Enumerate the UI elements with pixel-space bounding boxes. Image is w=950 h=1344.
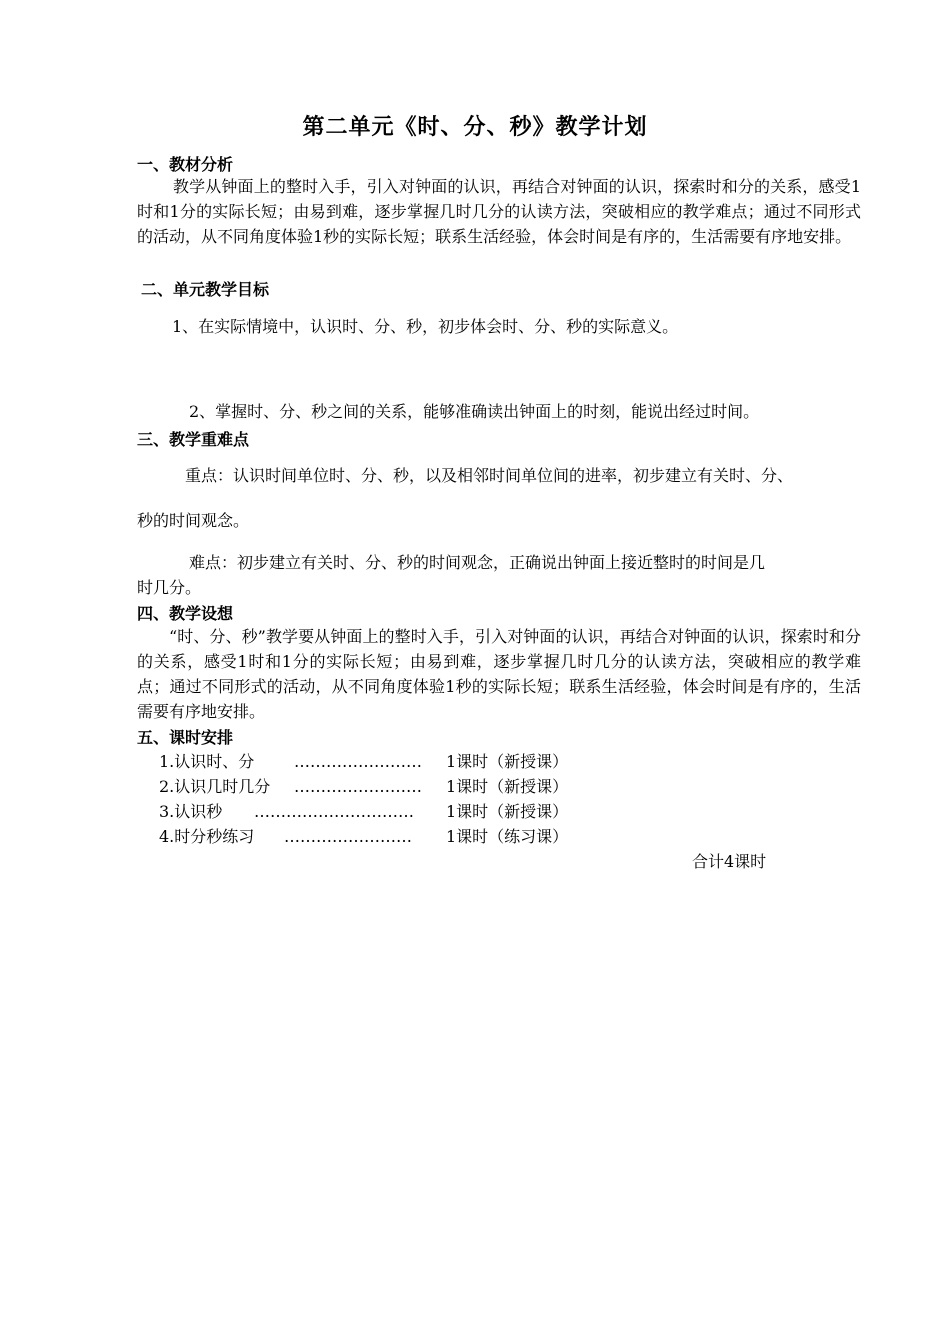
key-point-line-2: 秒的时间观念。 — [137, 511, 250, 530]
schedule-row — [159, 749, 568, 772]
section-heading-key-difficult-points: 三、教学重难点 — [137, 430, 250, 449]
difficult-point-line-1: 难点：初步建立有关时、分、秒的时间观念，正确说出钟面上接近整时的时间是几 — [189, 553, 766, 572]
schedule-leader-dots: …………………… — [294, 752, 422, 771]
schedule-lesson-name: 4.时分秒练习 — [159, 827, 255, 846]
section-heading-lesson-schedule: 五、课时安排 — [137, 728, 234, 747]
schedule-lesson-name: 3.认识秒 — [159, 802, 223, 821]
teaching-design-paragraph: “时、分、秒”教学要从钟面上的整时入手，引入对钟面的认识，再结合对钟面的认识，探索时和分的关系，感受1时和1分的实际长短；由易到难，逐步掌握几时几分的认读方法，突破相应的教学难点；通过不同形式的活动，从不同角度体验1秒的实际长短；联系生活经验，体会时间是有序的，生活需要有序地安排。 — [137, 627, 861, 721]
key-point-line-1: 重点：认识时间单位时、分、秒，以及相邻时间单位间的进率，初步建立有关时、分、 — [185, 466, 794, 485]
schedule-leader-dots: …………………… — [294, 777, 422, 796]
schedule-row — [159, 774, 568, 797]
schedule-lesson-name: 1.认识时、分 — [159, 752, 255, 771]
schedule-row — [159, 824, 568, 847]
schedule-row — [159, 799, 568, 822]
material-analysis-paragraph: 教学从钟面上的整时入手，引入对钟面的认识，再结合对钟面的认识，探索时和分的关系，感受1时和1分的实际长短；由易到难，逐步掌握几时几分的认读方法，突破相应的教学难点；通过不同形式的活动，从不同角度体验1秒的实际长短；联系生活经验，体会时间是有序的，生活需要有序地安排。 — [137, 177, 861, 246]
unit-goal-2: 2、掌握时、分、秒之间的关系，能够准确读出钟面上的时刻，能说出经过时间。 — [189, 402, 760, 421]
unit-goal-1: 1、在实际情境中，认识时、分、秒，初步体会时、分、秒的实际意义。 — [172, 317, 679, 336]
schedule-total: 合计4课时 — [692, 852, 767, 871]
schedule-lesson-name: 2.认识几时几分 — [159, 777, 271, 796]
schedule-leader-dots: ………………………… — [254, 802, 414, 821]
section-heading-teaching-design: 四、教学设想 — [137, 604, 234, 623]
schedule-lesson-hours: 1课时（练习课） — [446, 827, 569, 846]
page-title: 第二单元《时、分、秒》教学计划 — [302, 115, 648, 140]
schedule-leader-dots: …………………… — [284, 827, 412, 846]
difficult-point-line-2: 时几分。 — [137, 578, 202, 597]
schedule-lesson-hours: 1课时（新授课） — [446, 777, 569, 796]
section-heading-material-analysis: 一、教材分析 — [137, 155, 234, 174]
schedule-lesson-hours: 1课时（新授课） — [446, 752, 569, 771]
section-heading-unit-goals: 二、单元教学目标 — [141, 280, 270, 299]
schedule-lesson-hours: 1课时（新授课） — [446, 802, 569, 821]
